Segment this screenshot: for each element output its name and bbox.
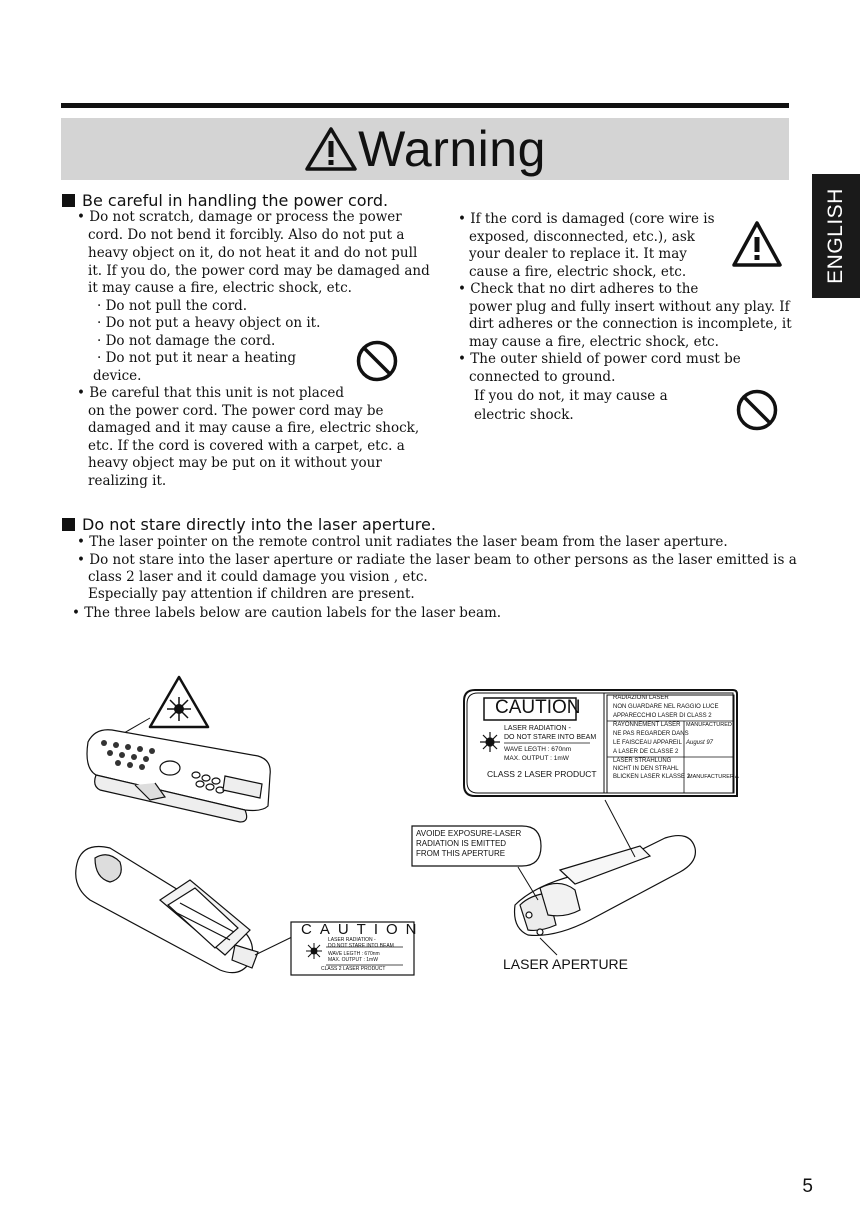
square-bullet-icon [62, 194, 75, 207]
label-product: CLASS 2 LASER PRODUCT [321, 966, 386, 972]
text-line: damaged and it may cause a fire, electric shock, [88, 420, 420, 436]
text-line: your dealer to replace it. It may [469, 246, 687, 262]
remote-front-image [87, 730, 270, 822]
text-line: • The outer shield of power cord must be [458, 351, 741, 367]
text-line: connected to ground. [469, 369, 616, 385]
text-line: it may cause a fire, electric shock, etc. [88, 280, 352, 296]
text-line: device. [93, 368, 142, 384]
label-line: WAVE LEGTH : 670nm [328, 951, 380, 957]
label-line: NON GUARDARE NEL RAGGIO LUCE [613, 704, 719, 710]
label-line: WAVE LEGTH : 670nm [504, 746, 572, 753]
label-date: August 97 [686, 740, 714, 746]
text-line: on the power cord. The power cord may be [88, 403, 384, 419]
label-line: DO NOT STARE INTO BEAM [328, 943, 394, 949]
label-line: LASER STRAHLUNG [613, 758, 672, 764]
label-line: LASER RADIATION - [328, 937, 376, 943]
laser-hazard-icon [150, 677, 208, 727]
section-heading-text: Be careful in handling the power cord. [82, 191, 389, 210]
laser-labels-illustration [0, 660, 868, 990]
text-line: power plug and fully insert without any play. If [469, 299, 790, 315]
label-manufactured: MANUFACTURED [686, 722, 732, 728]
label-line: MAX. OUTPUT : 1mW [504, 755, 569, 762]
text-line: • Check that no dirt adheres to the [458, 281, 699, 297]
text-line: electric shock. [474, 407, 574, 423]
label-line: APPARECCHIO LASER DI CLASS 2 [613, 713, 712, 719]
text-line: · Do not put a heavy object on it. [97, 315, 321, 331]
language-tab [812, 174, 860, 298]
text-line: · Do not pull the cord. [97, 298, 248, 314]
label-line: LASER RADIATION - [504, 725, 571, 732]
section-heading-power-cord [62, 191, 388, 210]
label-line: BLICKEN LASER KLASSE 2 [613, 774, 691, 780]
square-bullet-icon [62, 518, 75, 531]
text-line: may cause a fire, electric shock, etc. [469, 334, 719, 350]
caution-title: CAUTION [301, 921, 425, 938]
label-line: NICHT IN DEN STRAHL [613, 766, 679, 772]
label-product: CLASS 2 LASER PRODUCT [487, 769, 597, 779]
text-line: • Do not stare into the laser aperture or radiate the laser beam to other persons as the laser emitted is a [77, 552, 797, 568]
remote-side-image [515, 836, 696, 936]
warning-triangle-icon [304, 126, 358, 172]
text-line: it. If you do, the power cord may be damaged and [88, 263, 430, 279]
prohibition-icon [355, 339, 399, 383]
text-line: • The laser pointer on the remote control unit radiates the laser beam from the laser aperture. [77, 534, 728, 550]
laser-aperture-label: LASER APERTURE [503, 956, 629, 972]
text-line: • Be careful that this unit is not placed [77, 385, 345, 401]
page-title: Warning [358, 121, 546, 177]
remote-back-image [76, 847, 258, 973]
section-heading-laser [62, 515, 436, 534]
laser-burst-icon [480, 732, 500, 752]
warning-triangle-icon [730, 219, 784, 269]
caution-title: CAUTION [495, 697, 581, 718]
warning-banner [61, 118, 789, 180]
text-line: heavy object on it, do not heat it and do not pull [88, 245, 418, 261]
label-line: LE FAISCEAU APPAREIL [613, 740, 682, 746]
callout-line: AVOIDE EXPOSURE-LASER [416, 829, 522, 838]
text-line: • If the cord is damaged (core wire is [458, 211, 715, 227]
language-tab-label: ENGLISH [824, 188, 847, 284]
text-line: Especially pay attention if children are present. [88, 586, 415, 602]
text-line: class 2 laser and it could damage you vision , etc. [88, 569, 428, 585]
text-line: exposed, disconnected, etc.), ask [469, 229, 695, 245]
text-line: etc. If the cord is covered with a carpet, etc. a [88, 438, 405, 454]
callout-line: FROM THIS APERTURE [416, 849, 506, 858]
text-line: • Do not scratch, damage or process the power [77, 209, 402, 225]
text-line: heavy object may be put on it without your [88, 455, 382, 471]
prohibition-icon [735, 388, 779, 432]
top-rule [61, 103, 789, 108]
label-line: NE PAS REGARDER DANS [613, 731, 689, 737]
callout-line: RADIATION IS EMITTED [416, 839, 507, 848]
section-heading-text: Do not stare directly into the laser aperture. [82, 515, 436, 534]
text-line: realizing it. [88, 473, 167, 489]
label-line: RAYONNEMENT LASER [613, 722, 681, 728]
page-number: 5 [802, 1176, 813, 1197]
laser-burst-icon [306, 943, 322, 959]
text-line: · Do not damage the cord. [97, 333, 276, 349]
label-line: A LASER DE CLASSE 2 [613, 749, 679, 755]
label-manufacturer: MANUFACTURER A [688, 774, 739, 780]
label-line: DO NOT STARE INTO BEAM [504, 734, 597, 741]
text-line: cause a fire, electric shock, etc. [469, 264, 687, 280]
text-line: If you do not, it may cause a [474, 388, 668, 404]
text-line: dirt adheres or the connection is incomplete, it [469, 316, 792, 332]
text-line: · Do not put it near a heating [97, 350, 297, 366]
label-line: MAX. OUTPUT : 1mW [328, 957, 378, 963]
label-line: RADIAZIONI LASER [613, 695, 669, 701]
text-line: • The three labels below are caution labels for the laser beam. [72, 605, 502, 621]
text-line: cord. Do not bend it forcibly. Also do not put a [88, 227, 405, 243]
